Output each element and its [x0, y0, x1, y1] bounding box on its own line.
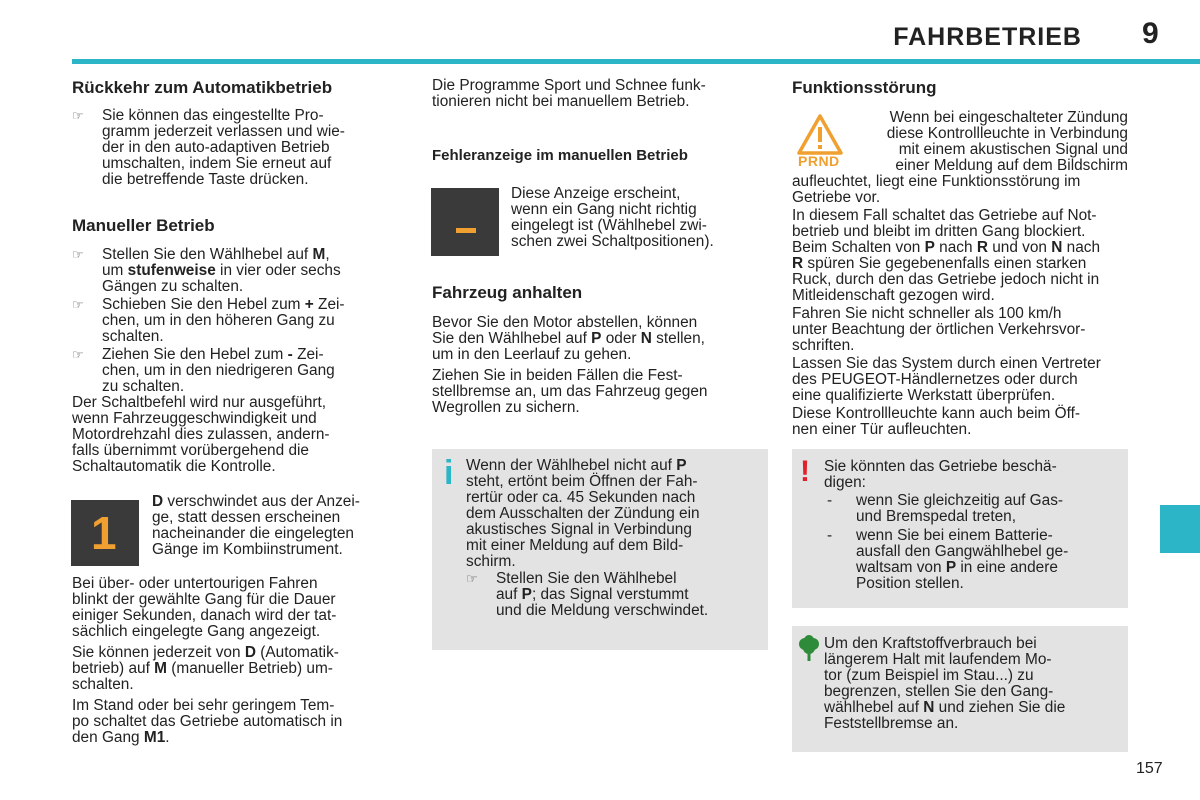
heading-funktionsstoerung: Funktionsstörung [792, 78, 937, 97]
heading-anhalten: Fahrzeug anhalten [432, 283, 583, 302]
caution-dash-1: - wenn Sie gleichzeitig auf Gas- und Bremspedal treten, [827, 492, 1064, 525]
column-right [792, 78, 1128, 98]
page-number: 157 [1136, 760, 1163, 777]
paragraph-leuchte: Diese Kontrollleuchte kann auch beim Öff- nen einer Tür aufleuchten. [792, 405, 1081, 438]
header-divider [72, 59, 1200, 64]
hand-pointer-icon: ☞ [72, 297, 84, 312]
column-left [72, 78, 408, 475]
bullet-automatic: ☞ Sie können das eingestellte Pro- gramm jederzeit verlassen und wie- der in den auto-adaptiven Betrieb umschalten, indem Sie erneut auf die betreffende Taste drücken. [72, 107, 345, 188]
paragraph-jederzeit: Sie können jederzeit von D (Automatik- betrieb) auf M (manueller Betrieb) um- schalten. [72, 644, 339, 693]
column-middle [432, 78, 768, 165]
hand-pointer-icon: ☞ [72, 108, 84, 123]
gear-display-image [71, 500, 139, 566]
hand-pointer-icon: ☞ [72, 347, 84, 362]
exclamation-icon: ! [800, 455, 810, 488]
paragraph-notbetrieb: In diesem Fall schaltet das Getriebe auf Not- betrieb und bleibt im dritten Gang blockiert. Beim Schalten von P nach R und von N nach R spüren Sie gegebenenfalls einen starken Ruck, durch den das Getriebe jedoch nicht in Mitleidenschaft gezogen wird. [792, 207, 1101, 304]
bullet-manual-2: ☞ Schieben Sie den Hebel zum + Zei- chen, um in den höheren Gang zu schalten. [72, 296, 345, 345]
paragraph-ziehen: Ziehen Sie in beiden Fällen die Fest- stellbremse an, um das Fahrzeug gegen Wegrollen zu sichern. [432, 367, 708, 416]
paragraph-stand: Im Stand oder bei sehr geringem Tem- po schaltet das Getriebe automatisch in den Gang M1. [72, 697, 343, 746]
page-header-title: FAHRBETRIEB [893, 23, 1082, 51]
paragraph-fahren: Fahren Sie nicht schneller als 100 km/h unter Beachtung der örtlichen Verkehrsvor- schriften. [792, 305, 1086, 354]
gear-error-display-image [431, 188, 499, 256]
info-box: i Wenn der Wählhebel nicht auf P steht, ertönt beim Öffnen der Fah- rertür oder ca. 45 Sekunden nach dem Ausschalten der Zündung ein akustisches Signal in Verbindung mit einer Meldung auf dem Bild- schirm. ☞ Stellen Sie den Wählhebel auf P; das Signal verstummt und die Meldung verschwindet. [432, 449, 768, 650]
column-middle-lower [432, 283, 768, 416]
paragraph-touren: Bei über- oder untertourigen Fahren blinkt der gewählte Gang für die Dauer einiger Sekunden, danach wird der tat- sächlich eingelegte Gang angezeigt. [72, 575, 337, 640]
caution-dash-2: - wenn Sie bei einem Batterie- ausfall den Gangwählhebel ge- waltsam von P in eine andere Position stellen. [827, 527, 1069, 592]
fehler-text: Diese Anzeige erscheint, wenn ein Gang nicht richtig eingelegt ist (Wählhebel zwi- schen zwei Schaltpositionen). [511, 185, 714, 250]
triangle-icon [796, 113, 844, 157]
column-right-body: aufleuchtet, liegt eine Funktionsstörung im Getriebe vor. In diesem Fall schaltet das Getriebe auf Not- betrieb und bleibt im dritten Gang blockiert. Beim Schalten von P nach R und von N nach R spüren Sie gegebenenfalls einen starken Ruck, durch den das Getriebe jedoch nicht in Mitleidenschaft gezogen wird. Fahren Sie nicht schneller als 100 km/h unter Beachtung der örtlichen Verkehrsvor- schriften. Lassen Sie das System durch einen Vertreter des PEUGEOT-Händlernetzes oder durch eine qualifizierte Werkstatt überprüfen. Diese Kontrollleuchte kann auch beim Öff- nen einer Tür aufleuchten. [792, 174, 1128, 438]
warning-triangle-icon [796, 113, 844, 173]
paragraph-lassen: Lassen Sie das System durch einen Vertreter des PEUGEOT-Händlernetzes oder durch eine qualifizierte Werkstatt überprüfen. [792, 355, 1101, 404]
warning-text-upper: Wenn bei eingeschalteter Zündung diese Kontrollleuchte in Verbindung mit einem akustischen Signal und einer Meldung auf dem Bildschirm [886, 109, 1128, 174]
dash-indicator [456, 228, 476, 233]
chapter-number: 9 [1142, 17, 1159, 50]
hand-pointer-icon: ☞ [466, 571, 478, 586]
eco-tree-icon [797, 635, 821, 663]
gear-number: 1 [91, 507, 117, 559]
caution-box: ! Sie könnten das Getriebe beschä- digen: - wenn Sie gleichzeitig auf Gas- und Bremspedal treten, - wenn Sie bei einem Batterie- ausfall den Gangwählhebel ge- waltsam von P in eine andere Position stellen. [792, 449, 1128, 608]
gear-display-text: D verschwindet aus der Anzei- ge, statt dessen erscheinen nacheinander die eingelegten Gänge im Kombiinstrument. [152, 493, 360, 558]
heading-fehleranzeige: Fehleranzeige im manuellen Betrieb [432, 147, 688, 164]
paragraph-programme: Die Programme Sport und Schnee funk- tionieren nicht bei manuellem Betrieb. [432, 77, 706, 110]
paragraph-schaltbefehl: Der Schaltbefehl wird nur ausgeführt, wenn Fahrzeuggeschwindigkeit und Motordrehzahl dies zulassen, andern- falls übernimmt vorübergehend die Schaltautomatik die Kontrolle. [72, 394, 330, 475]
heading-automatic: Rückkehr zum Automatikbetrieb [72, 78, 333, 97]
paragraph-anhalten: Bevor Sie den Motor abstellen, können Sie den Wählhebel auf P oder N stellen, um in den Leerlauf zu gehen. [432, 314, 705, 363]
bullet-manual-1: ☞ Stellen Sie den Wählhebel auf M, um stufenweise in vier oder sechs Gängen zu schalten. [72, 246, 341, 295]
chapter-side-tab [1160, 505, 1200, 553]
column-left-lower [72, 576, 408, 746]
info-bullet: ☞ Stellen Sie den Wählhebel auf P; das Signal verstummt und die Meldung verschwindet. [466, 570, 709, 619]
prnd-label: PRND [798, 153, 840, 169]
info-icon: i [444, 454, 454, 492]
heading-manual: Manueller Betrieb [72, 216, 215, 235]
hand-pointer-icon: ☞ [72, 247, 84, 262]
eco-box: Um den Kraftstoffverbrauch bei längerem Halt mit laufendem Mo- tor (zum Beispiel im Stau...) zu begrenzen, stellen Sie den Gang- wählhebel auf N und ziehen Sie die Feststellbremse an. [792, 626, 1128, 752]
bullet-manual-3: ☞ Ziehen Sie den Hebel zum - Zei- chen, um in den niedrigeren Gang zu schalten. [72, 346, 335, 395]
